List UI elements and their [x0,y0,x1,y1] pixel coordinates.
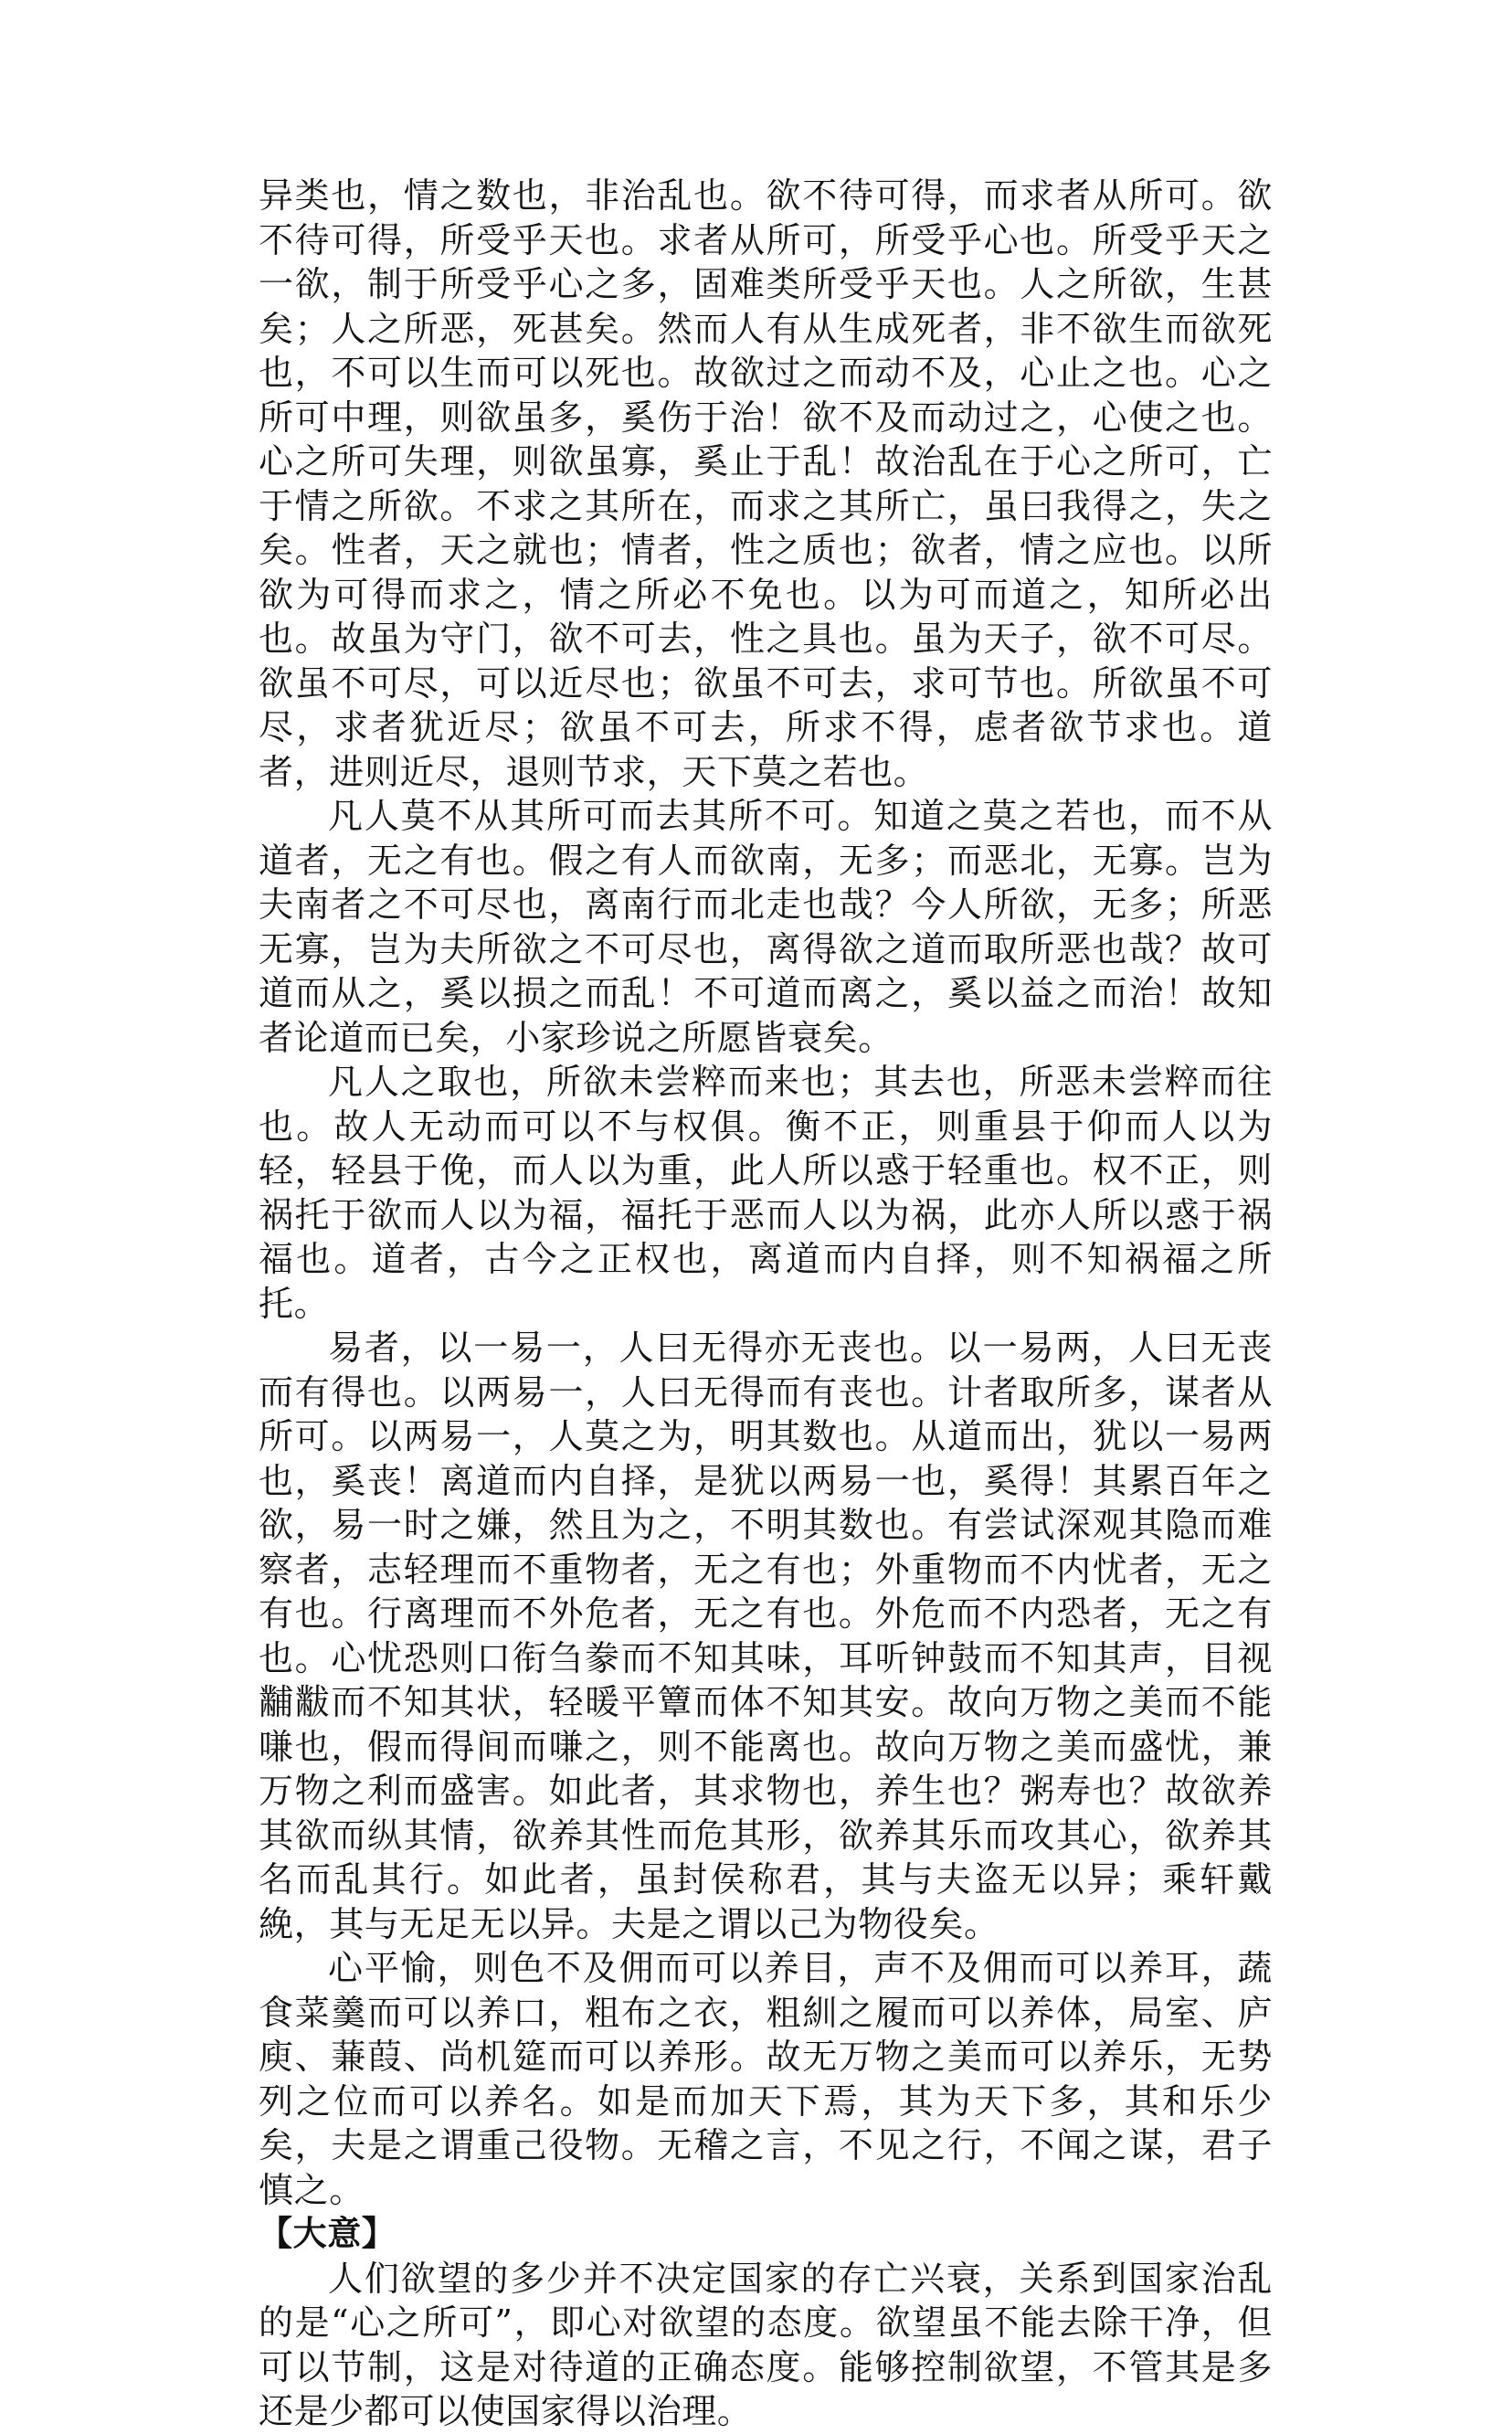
paragraph-3: 凡人之取也，所欲未尝粹而来也；其去也，所恶未尝粹而往也。故人无动而可以不与权俱。衡不正，则重县于仰而人以为轻，轻县于俛，而人以为重，此人所以惑于轻重也。权不正，则祸托于欲而人以为福，福托于恶而人以为祸，此亦人所以惑于祸福也。道者，古今之正权也，离道而内自择，则不知祸福之所托。 [259,1062,1273,1324]
paragraph-1: 异类也，情之数也，非治乱也。欲不待可得，而求者从所可。欲不待可得，所受乎天也。求者从所可，所受乎心也。所受乎天之一欲，制于所受乎心之多，固难类所受乎天也。人之所欲，生甚矣；人之所恶，死甚矣。然而人有从生成死者，非不欲生而欲死也，不可以生而可以死也。故欲过之而动不及，心止之也。心之所可中理，则欲虽多，奚伤于治！欲不及而动过之，心使之也。心之所可失理，则欲虽寡，奚止于乱！故治乱在于心之所可，亡于情之所欲。不求之其所在，而求之其所亡，虽曰我得之，失之矣。性者，天之就也；情者，性之质也；欲者，情之应也。以所欲为可得而求之，情之所必不免也。以为可而道之，知所必出也。故虽为守门，欲不可去，性之具也。虽为天子，欲不可尽。欲虽不可尽，可以近尽也；欲虽不可去，求可节也。所欲虽不可尽，求者犹近尽；欲虽不可去，所求不得，虑者欲节求也。道者，进则近尽，退则节求，天下莫之若也。 [259,175,1273,792]
page-text [259,174,1273,2434]
summary-heading: 【大意】 [259,2214,397,2253]
paragraph-4: 易者，以一易一，人曰无得亦无丧也。以一易两，人曰无丧而有得也。以两易一，人曰无得而有丧也。计者取所多，谋者从所可。以两易一，人莫之为，明其数也。从道而出，犹以一易两也，奚丧！离道而内自择，是犹以两易一也，奚得！其累百年之欲，易一时之嫌，然且为之，不明其数也。有尝试深观其隐而难察者，志轻理而不重物者，无之有也；外重物而不内忧者，无之有也。行离理而不外危者，无之有也。外危而不内恐者，无之有也。心忧恐则口衔刍豢而不知其味，耳听钟鼓而不知其声，目视黼黻而不知其状，轻暖平簟而体不知其安。故向万物之美而不能嗛也，假而得间而嗛之，则不能离也。故向万物之美而盛忧，兼万物之利而盛害。如此者，其求物也，养生也？粥寿也？故欲养其欲而纵其情，欲养其性而危其形，欲养其乐而攻其心，欲养其名而乱其行。如此者，虽封侯称君，其与夫盗无以异；乘轩戴絻，其与无足无以异。夫是之谓以己为物役矣。 [259,1328,1273,1944]
paragraph-5: 心平愉，则色不及佣而可以养目，声不及佣而可以养耳，蔬食菜羹而可以养口，粗布之衣，粗紃之履而可以养体，局室、庐庾、蒹葭、尚机筵而可以养形。故无万物之美而可以养乐，无势列之位而可以养名。如是而加天下焉，其为天下多，其和乐少矣，夫是之谓重己役物。无稽之言，不见之行，不闻之谋，君子慎之。 [259,1948,1273,2210]
summary-paragraph: 人们欲望的多少并不决定国家的存亡兴衰，关系到国家治乱的是“心之所可”，即心对欲望的态度。欲望虽不能去除干净，但可以节制，这是对待道的正确态度。能够控制欲望，不管其是多还是少都可以使国家得以治理。 [259,2258,1273,2431]
paragraph-2: 凡人莫不从其所可而去其所不可。知道之莫之若也，而不从道者，无之有也。假之有人而欲南，无多；而恶北，无寡。岂为夫南者之不可尽也，离南行而北走也哉？今人所欲，无多；所恶无寡，岂为夫所欲之不可尽也，离得欲之道而取所恶也哉？故可道而从之，奚以损之而乱！不可道而离之，奚以益之而治！故知者论道而已矣，小家珍说之所愿皆衰矣。 [259,796,1273,1058]
